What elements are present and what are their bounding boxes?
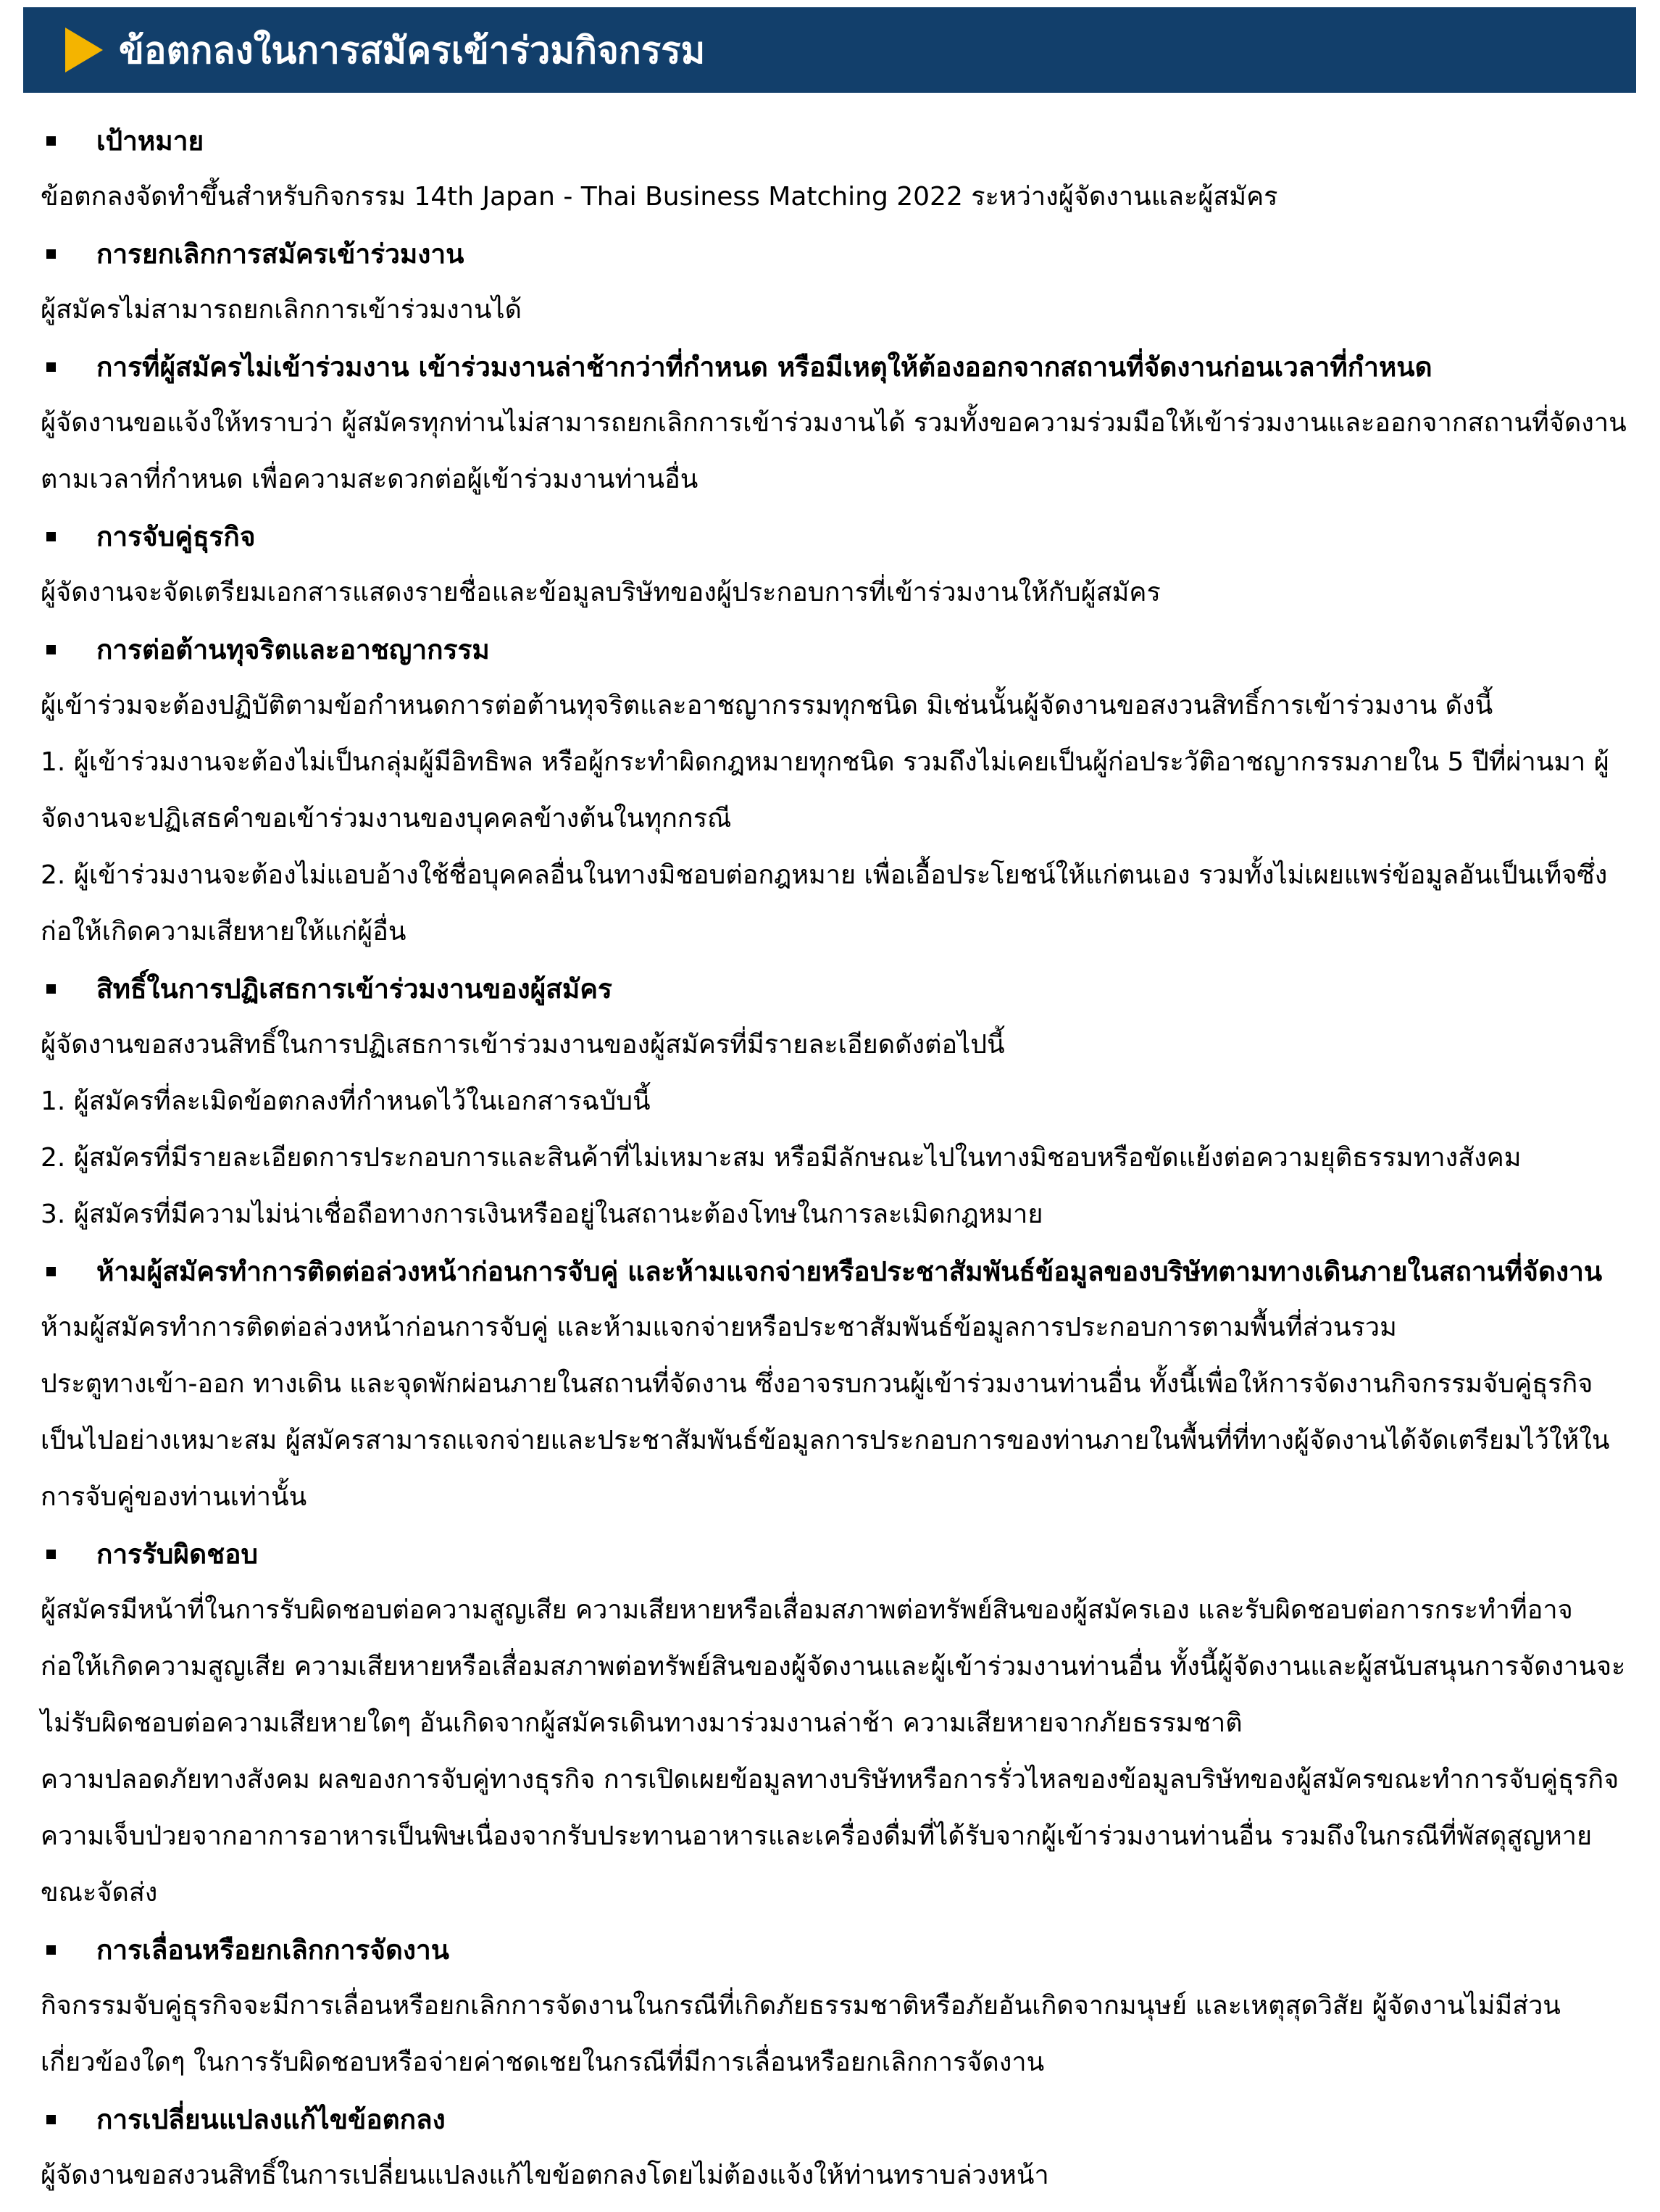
section-body-line: 3. ผู้สมัครที่มีความไม่น่าเชื่อถือทางการเงินหรืออยู่ในสถานะต้องโทษในการละเมิดกฎหมาย xyxy=(41,1199,1043,1229)
section-body-line: 1. ผู้สมัครที่ละเมิดข้อตกลงที่กำหนดไว้ในเอกสารฉบับนี้ xyxy=(41,1086,651,1116)
section-title: การจับคู่ธุรกิจ xyxy=(96,520,256,552)
section-body-line: 2. ผู้เข้าร่วมงานจะต้องไม่แอบอ้างใช้ชื่อบุคคลอื่นในทางมิชอบต่อกฎหมาย เพื่อเอื้อประโยชน์ให้แก่ตนเอง รวมทั้งไม่เผยแพร่ข้อมูลอันเป็นเท็จซึ่ง xyxy=(41,860,1608,890)
header-bar xyxy=(23,7,1636,93)
section-body-line: 1. ผู้เข้าร่วมงานจะต้องไม่เป็นกลุ่มผู้มีอิทธิพล หรือผู้กระทำผิดกฎหมายทุกชนิด รวมถึงไม่เคยเป็นผู้ก่อประวัติอาชญากรรมภายใน 5 ปีที่ผ่านมา ผู้ xyxy=(41,747,1609,777)
section-body-line: ผู้สมัครไม่สามารถยกเลิกการเข้าร่วมงานได้ xyxy=(41,295,522,325)
section-body-line: ผู้จัดงานขอสงวนสิทธิ์ในการปฏิเสธการเข้าร่วมงานของผู้สมัครที่มีรายละเอียดดังต่อไปนี้ xyxy=(41,1030,1005,1060)
section-body-line: เกี่ยวข้องใดๆ ในการรับผิดชอบหรือจ่ายค่าชดเชยในกรณีที่มีการเลื่อนหรือยกเลิกการจัดงาน xyxy=(41,2047,1045,2077)
section-heading xyxy=(41,508,1635,565)
section-body-line: กิจกรรมจับคู่ธุรกิจจะมีการเลื่อนหรือยกเลิกการจัดงานในกรณีที่เกิดภัยธรรมชาติหรือภัยอันเกิดจากมนุษย์ และเหตุสุดวิสัย ผู้จัดงานไม่มีส่วน xyxy=(41,1991,1561,2021)
square-bullet-icon xyxy=(46,984,56,994)
section-title: การต่อต้านทุจริตและอาชญากรรม xyxy=(96,633,490,665)
section-body-line: ผู้สมัครมีหน้าที่ในการรับผิดชอบต่อความสูญเสีย ความเสียหายหรือเสื่อมสภาพต่อทรัพย์สินของผู้สมัครเอง และรับผิดชอบต่อการกระทำที่อาจ xyxy=(41,1595,1573,1625)
section-title: การเปลี่ยนแปลงแก้ไขข้อตกลง xyxy=(96,2103,446,2135)
section-body-line: จัดงานจะปฏิเสธคำขอเข้าร่วมงานของบุคคลข้างต้นในทุกกรณี xyxy=(41,804,732,833)
section-heading xyxy=(41,621,1635,678)
section-heading xyxy=(41,338,1635,395)
section-title: ห้ามผู้สมัครทำการติดต่อล่วงหน้าก่อนการจับคู่ และห้ามแจกจ่ายหรือประชาสัมพันธ์ข้อมูลของบริษัทตามทางเดินภายในสถานที่จัดงาน xyxy=(96,1255,1603,1287)
play-arrow-icon xyxy=(65,28,103,72)
section-heading xyxy=(41,1243,1635,1300)
section-body-line: ผู้จัดงานจะจัดเตรียมเอกสารแสดงรายชื่อและข้อมูลบริษัทของผู้ประกอบการที่เข้าร่วมงานให้กับผู้สมัคร xyxy=(41,578,1161,607)
section-heading xyxy=(41,225,1635,282)
section-title: การเลื่อนหรือยกเลิกการจัดงาน xyxy=(96,1934,450,1966)
section-heading xyxy=(41,112,1635,169)
section-body-line: ก่อให้เกิดความเสียหายให้แก่ผู้อื่น xyxy=(41,917,406,947)
square-bullet-icon xyxy=(46,532,56,541)
section-body-line: ห้ามผู้สมัครทำการติดต่อล่วงหน้าก่อนการจับคู่ และห้ามแจกจ่ายหรือประชาสัมพันธ์ข้อมูลการประกอบการตามพื้นที่ส่วนรวม xyxy=(41,1313,1397,1342)
square-bullet-icon xyxy=(46,136,56,146)
section-body-line: ข้อตกลงจัดทำขึ้นสำหรับกิจกรรม 14th Japan - Thai Business Matching 2022 ระหว่างผู้จัดงานและผู้สมัคร xyxy=(41,182,1278,212)
section-heading xyxy=(41,1921,1635,1978)
section-body-line: ความปลอดภัยทางสังคม ผลของการจับคู่ทางธุรกิจ การเปิดเผยข้อมูลทางบริษัทหรือการรั่วไหลของข้อมูลบริษัทของผู้สมัครขณะทำการจับคู่ธุรกิจ xyxy=(41,1765,1619,1795)
section-body-line: ความเจ็บป่วยจากอาการอาหารเป็นพิษเนื่องจากรับประทานอาหารและเครื่องดื่มที่ได้รับจากผู้เข้าร่วมงานท่านอื่น รวมถึงในกรณีที่พัสดุสูญหาย xyxy=(41,1821,1593,1851)
square-bullet-icon xyxy=(46,1945,56,1955)
square-bullet-icon xyxy=(46,249,56,259)
page-title: ข้อตกลงในการสมัครเข้าร่วมกิจกรรม xyxy=(119,29,706,72)
section-body-line: การจับคู่ของท่านเท่านั้น xyxy=(41,1482,307,1512)
section-title: สิทธิ์ในการปฏิเสธการเข้าร่วมงานของผู้สมัคร xyxy=(96,973,612,1005)
terms-content xyxy=(41,112,1635,2204)
section-body-line: เป็นไปอย่างเหมาะสม ผู้สมัครสามารถแจกจ่ายและประชาสัมพันธ์ข้อมูลการประกอบการของท่านภายในพื้นที่ที่ทางผู้จัดงานได้จัดเตรียมไว้ให้ใน xyxy=(41,1426,1610,1455)
section-body-line: ผู้จัดงานขอสงวนสิทธิ์ในการเปลี่ยนแปลงแก้ไขข้อตกลงโดยไม่ต้องแจ้งให้ท่านทราบล่วงหน้า xyxy=(41,2161,1049,2190)
square-bullet-icon xyxy=(46,2115,56,2124)
section-body-line: ขณะจัดส่ง xyxy=(41,1878,158,1908)
section-title: เป้าหมาย xyxy=(96,125,204,157)
section-heading xyxy=(41,2091,1635,2147)
section-title: การยกเลิกการสมัครเข้าร่วมงาน xyxy=(96,238,464,270)
section-heading xyxy=(41,960,1635,1017)
section-title: การที่ผู้สมัครไม่เข้าร่วมงาน เข้าร่วมงานล่าช้ากว่าที่กำหนด หรือมีเหตุให้ต้องออกจากสถานที่จัดงานก่อนเวลาที่กำหนด xyxy=(96,351,1432,383)
section-title: การรับผิดชอบ xyxy=(96,1538,258,1570)
square-bullet-icon xyxy=(46,1267,56,1276)
section-body-line: ตามเวลาที่กำหนด เพื่อความสะดวกต่อผู้เข้าร่วมงานท่านอื่น xyxy=(41,465,698,494)
section-body-line: ไม่รับผิดชอบต่อความเสียหายใดๆ อันเกิดจากผู้สมัครเดินทางมาร่วมงานล่าช้า ความเสียหายจากภัยธรรมชาติ xyxy=(41,1708,1243,1738)
section-body-line: 2. ผู้สมัครที่มีรายละเอียดการประกอบการและสินค้าที่ไม่เหมาะสม หรือมีลักษณะไปในทางมิชอบหรือขัดแย้งต่อความยุติธรรมทางสังคม xyxy=(41,1143,1522,1173)
section-body-line: ผู้จัดงานขอแจ้งให้ทราบว่า ผู้สมัครทุกท่านไม่สามารถยกเลิกการเข้าร่วมงานได้ รวมทั้งขอความร่วมมือให้เข้าร่วมงานและออกจากสถานที่จัดงาน xyxy=(41,408,1627,438)
section-body-line: ประตูทางเข้า-ออก ทางเดิน และจุดพักผ่อนภายในสถานที่จัดงาน ซึ่งอาจรบกวนผู้เข้าร่วมงานท่านอื่น ทั้งนี้เพื่อให้การจัดงานกิจกรรมจับคู่ธุรกิจ xyxy=(41,1369,1593,1399)
square-bullet-icon xyxy=(46,362,56,372)
section-body-line: ผู้เข้าร่วมจะต้องปฏิบัติตามข้อกำหนดการต่อต้านทุจริตและอาชญากรรมทุกชนิด มิเช่นนั้นผู้จัดงานขอสงวนสิทธิ์การเข้าร่วมงาน ดังนี้ xyxy=(41,691,1493,720)
square-bullet-icon xyxy=(46,645,56,654)
square-bullet-icon xyxy=(46,1550,56,1559)
section-body-line: ก่อให้เกิดความสูญเสีย ความเสียหายหรือเสื่อมสภาพต่อทรัพย์สินของผู้จัดงานและผู้เข้าร่วมงานท่านอื่น ทั้งนี้ผู้จัดงานและผู้สนับสนุนการจัดงานจะ xyxy=(41,1652,1626,1681)
section-heading xyxy=(41,1526,1635,1582)
